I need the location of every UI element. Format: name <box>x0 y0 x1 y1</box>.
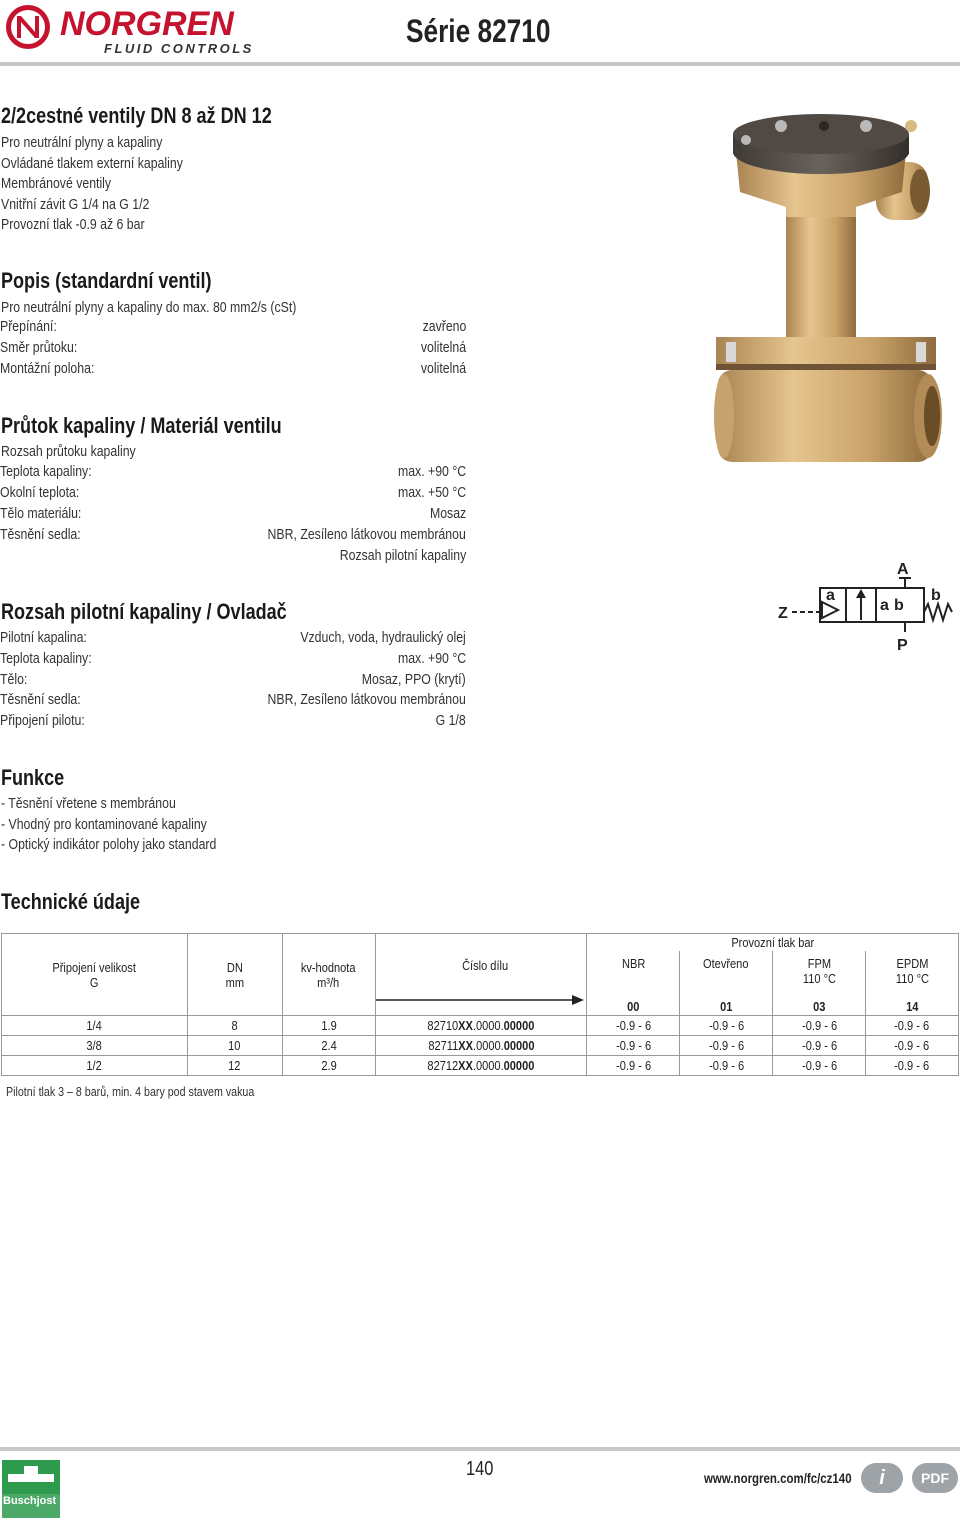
info-icon: i <box>879 1467 885 1489</box>
spec-row <box>0 671 466 691</box>
th-epdm: EPDM 110 °C <box>866 951 959 999</box>
spec-row <box>0 339 466 359</box>
spec-value: max. +50 °C <box>397 484 466 501</box>
section-title-popis: Popis (standardní ventil) <box>1 268 212 293</box>
th-part: Číslo dílu <box>375 934 587 1016</box>
section-title-funkce: Funkce <box>1 765 65 790</box>
valve-product-image <box>706 112 956 482</box>
spec-row <box>0 484 466 504</box>
spec-label: Teplota kapaliny: <box>0 650 92 667</box>
th-otev: Otevřeno <box>680 951 773 999</box>
funkce-line: - Optický indikátor polohy jako standard <box>1 836 217 854</box>
spec-row <box>0 463 466 483</box>
spec-row <box>0 650 466 670</box>
spec-value: Mosaz, PPO (krytí) <box>362 671 466 688</box>
section-title-prutok: Průtok kapaliny / Materiál ventilu <box>1 413 282 438</box>
spec-label: Teplota kapaliny: <box>0 463 92 480</box>
spec-row <box>0 360 466 380</box>
page-title: Série 82710 <box>406 13 551 49</box>
spec-value: zavřeno <box>422 318 466 335</box>
brand-name: NORGREN <box>60 5 234 43</box>
th-code-nbr: 00 <box>587 999 680 1016</box>
spec-row <box>0 629 466 649</box>
intro-list <box>1 133 223 236</box>
spec-row <box>0 712 466 732</box>
buschjost-label: Buschjost <box>3 1495 57 1507</box>
popis-line: Pro neutrální plyny a kapaliny do max. 80 mm2/s (cSt) <box>1 299 297 316</box>
page-number: 140 <box>466 1458 494 1480</box>
symbol-label-P: P <box>897 637 908 654</box>
spec-value: Rozsah pilotní kapaliny <box>339 547 466 564</box>
table-row: 1/2 12 2.9 82712XX.0000.00000 -0.9 - 6 -0.9 - 6 -0.9 - 6 -0.9 - 6 <box>2 1056 959 1076</box>
symbol-label-A: A <box>897 561 909 578</box>
spec-label: Tělo materiálu: <box>0 505 82 522</box>
funkce-line: - Těsnění vřetene s membránou <box>1 795 176 812</box>
spec-label: Těsnění sedla: <box>0 691 81 708</box>
pdf-icon: PDF <box>921 1470 949 1486</box>
spec-row <box>0 318 466 338</box>
footer-divider <box>0 1447 960 1451</box>
section-title-tech: Technické údaje <box>1 889 141 914</box>
spec-value: G 1/8 <box>435 712 466 729</box>
th-code-fpm: 03 <box>773 999 866 1016</box>
intro-line: Ovládané tlakem externí kapaliny <box>1 154 183 172</box>
table-footnote: Pilotní tlak 3 – 8 barů, min. 4 bary pod stavem vakua <box>6 1084 255 1099</box>
spec-value: NBR, Zesíleno látkovou membránou <box>267 526 466 543</box>
spec-value: volitelná <box>420 360 466 377</box>
brand-subtitle: FLUID CONTROLS <box>104 41 254 56</box>
spec-label: Montážní poloha: <box>0 360 95 377</box>
header-divider <box>0 62 960 66</box>
th-size: Připojení velikost G <box>2 934 188 1016</box>
section-title-pilot: Rozsah pilotní kapaliny / Ovladač <box>1 599 287 624</box>
th-dn: DN mm <box>187 934 282 1016</box>
th-code-otev: 01 <box>680 999 773 1016</box>
spec-label: Těsnění sedla: <box>0 526 81 543</box>
spec-label: Okolní teplota: <box>0 484 80 501</box>
footer-url[interactable]: www.norgren.com/fc/cz140 <box>704 1470 852 1486</box>
intro-line: Pro neutrální plyny a kapaliny <box>1 134 163 151</box>
th-kv: kv-hodnota m³/h <box>282 934 375 1016</box>
symbol-label-b-right: b <box>931 587 941 604</box>
th-nbr: NBR <box>587 951 680 999</box>
symbol-label-b-box: b <box>894 597 904 614</box>
spec-row <box>0 526 466 546</box>
spec-row <box>0 691 466 711</box>
spec-value: max. +90 °C <box>397 650 466 667</box>
spec-row <box>0 505 466 525</box>
info-button[interactable] <box>861 1463 903 1493</box>
spec-label: Přepínání: <box>0 318 57 335</box>
spec-row <box>0 547 466 567</box>
th-code-epdm: 14 <box>866 999 959 1016</box>
prutok-line: Rozsah průtoku kapaliny <box>1 443 136 460</box>
pdf-button[interactable] <box>912 1463 958 1493</box>
th-pressure: Provozní tlak bar <box>587 934 959 951</box>
symbol-label-a-box: a <box>880 597 889 614</box>
tech-data-table <box>1 933 959 1076</box>
funkce-list <box>1 794 264 856</box>
spec-value: Vzduch, voda, hydraulický olej <box>300 629 466 646</box>
valve-symbol-diagram <box>776 558 956 654</box>
funkce-line: - Vhodný pro kontaminované kapaliny <box>1 815 207 833</box>
part-arrow-icon <box>376 994 588 1006</box>
symbol-label-z: Z <box>778 605 788 622</box>
section-title-intro: 2/2cestné ventily DN 8 až DN 12 <box>1 103 272 128</box>
intro-line: Membránové ventily <box>1 175 112 193</box>
intro-line: Vnitřní závit G 1/4 na G 1/2 <box>1 195 150 213</box>
norgren-logo-icon <box>4 3 52 51</box>
th-fpm: FPM 110 °C <box>773 951 866 999</box>
symbol-label-a-top: a <box>826 587 835 604</box>
spec-value: volitelná <box>420 339 466 356</box>
spec-label: Tělo: <box>0 671 28 688</box>
spec-label: Připojení pilotu: <box>0 712 85 729</box>
spec-value: Mosaz <box>429 505 466 522</box>
table-row: 1/4 8 1.9 82710XX.0000.00000 -0.9 - 6 -0.9 - 6 -0.9 - 6 -0.9 - 6 <box>2 1016 959 1036</box>
buschjost-logo-icon <box>2 1460 62 1518</box>
table-row: 3/8 10 2.4 82711XX.0000.00000 -0.9 - 6 -0.9 - 6 -0.9 - 6 -0.9 - 6 <box>2 1036 959 1056</box>
spec-value: NBR, Zesíleno látkovou membránou <box>267 691 466 708</box>
spec-label: Směr průtoku: <box>0 339 78 356</box>
spec-value: max. +90 °C <box>397 463 466 480</box>
spec-label: Pilotní kapalina: <box>0 629 87 646</box>
intro-line: Provozní tlak -0.9 až 6 bar <box>1 216 145 234</box>
